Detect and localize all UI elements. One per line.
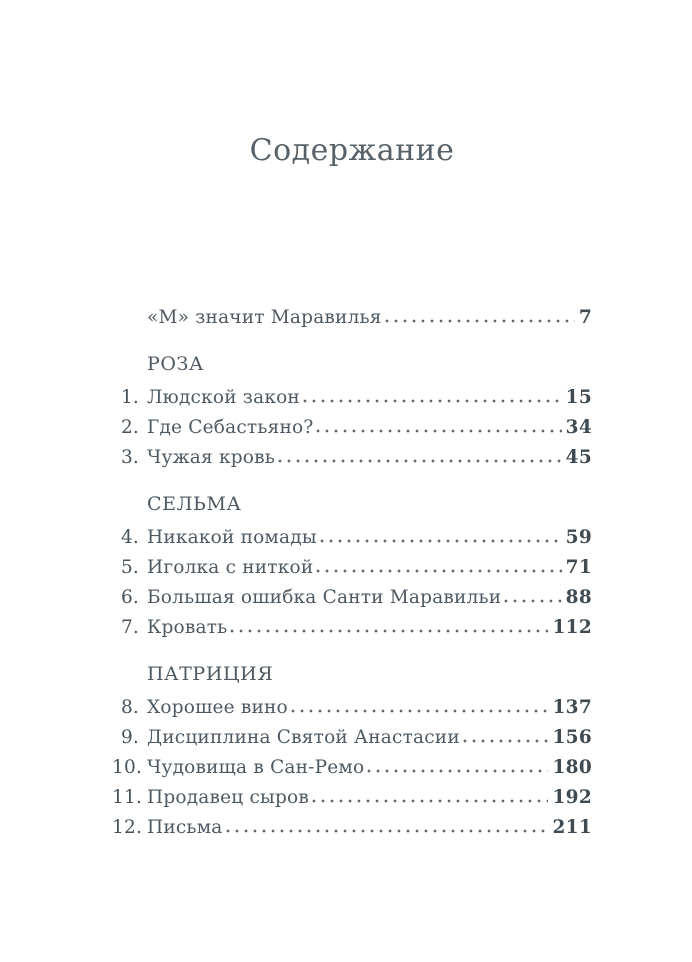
toc-entry-number: 3. xyxy=(120,447,139,468)
toc-entry xyxy=(112,693,592,723)
toc-entry-page: 45 xyxy=(565,447,592,468)
section-heading: РОЗА xyxy=(147,353,204,375)
toc-entry-title: Продавец сыров xyxy=(147,787,309,808)
toc-entry xyxy=(112,613,592,643)
toc-entry-page: 34 xyxy=(565,417,592,438)
toc-entry-page: 15 xyxy=(565,387,592,408)
toc-entry-title: Большая ошибка Санти Маравильи xyxy=(147,587,502,608)
section-heading: СЕЛЬМА xyxy=(147,493,242,515)
toc-entry-page: 71 xyxy=(565,557,592,578)
toc-entry xyxy=(112,783,592,813)
toc-entry-title: Хорошее вино xyxy=(147,697,288,718)
toc-entry-page: 180 xyxy=(552,757,592,778)
toc-entry-title: Людской закон xyxy=(147,387,300,408)
toc-entry-title: Чудовища в Сан-Ремо xyxy=(147,757,365,778)
page-title: Содержание xyxy=(249,133,455,168)
toc-entry-page: 156 xyxy=(552,727,592,748)
toc-entry xyxy=(112,553,592,583)
toc-entry xyxy=(112,443,592,473)
toc-entry xyxy=(112,303,592,333)
dot-leader xyxy=(385,318,575,323)
section-heading: ПАТРИЦИЯ xyxy=(147,663,274,685)
toc-entry xyxy=(112,583,592,613)
toc-entry-page: 59 xyxy=(565,527,592,548)
toc-entry-title: Иголка с ниткой xyxy=(147,557,314,578)
toc-entry-number: 12. xyxy=(112,817,143,838)
toc-entry-title: Кровать xyxy=(147,617,228,638)
toc-entry-title: Где Себастьяно? xyxy=(147,417,314,438)
dot-leader xyxy=(320,538,562,543)
toc-entry xyxy=(112,813,592,843)
dot-leader xyxy=(504,598,561,603)
toc-entry xyxy=(112,723,592,753)
toc-entry-page: 192 xyxy=(552,787,592,808)
toc-entry-page: 137 xyxy=(552,697,592,718)
toc-entry-page: 7 xyxy=(578,307,592,328)
toc-entry xyxy=(112,523,592,553)
dot-leader xyxy=(316,428,561,433)
toc-entry-page: 112 xyxy=(552,617,592,638)
toc-entry-title: Письма xyxy=(147,817,223,838)
toc-entry-number: 6. xyxy=(120,587,139,608)
dot-leader xyxy=(303,398,562,403)
toc-entry-title: «М» значит Маравилья xyxy=(147,307,382,328)
dot-leader xyxy=(312,798,549,803)
dot-leader xyxy=(367,768,548,773)
dot-leader xyxy=(316,568,561,573)
toc-entry xyxy=(112,413,592,443)
table-of-contents xyxy=(112,133,592,843)
toc-entry-number: 10. xyxy=(112,757,143,778)
dot-leader xyxy=(230,628,548,633)
toc-entry-title: Чужая кровь xyxy=(147,447,276,468)
toc-entry xyxy=(112,383,592,413)
toc-entry-title: Дисциплина Святой Анастасии xyxy=(147,727,460,748)
dot-leader xyxy=(226,828,549,833)
toc-entry-number: 8. xyxy=(120,697,139,718)
toc-entry-number: 7. xyxy=(120,617,139,638)
toc-entry-number: 1. xyxy=(120,387,139,408)
toc-entry-title: Никакой помады xyxy=(147,527,317,548)
toc-entry-number: 2. xyxy=(120,417,139,438)
dot-leader xyxy=(463,738,549,743)
toc-entry xyxy=(112,753,592,783)
dot-leader xyxy=(291,708,549,713)
toc-entry-number: 9. xyxy=(120,727,139,748)
toc-entry-number: 11. xyxy=(112,787,143,808)
toc-entry-page: 88 xyxy=(565,587,592,608)
toc-entry-page: 211 xyxy=(552,817,592,838)
toc-entry-number: 4. xyxy=(120,527,139,548)
dot-leader xyxy=(278,458,562,463)
toc-entry-number: 5. xyxy=(120,557,139,578)
